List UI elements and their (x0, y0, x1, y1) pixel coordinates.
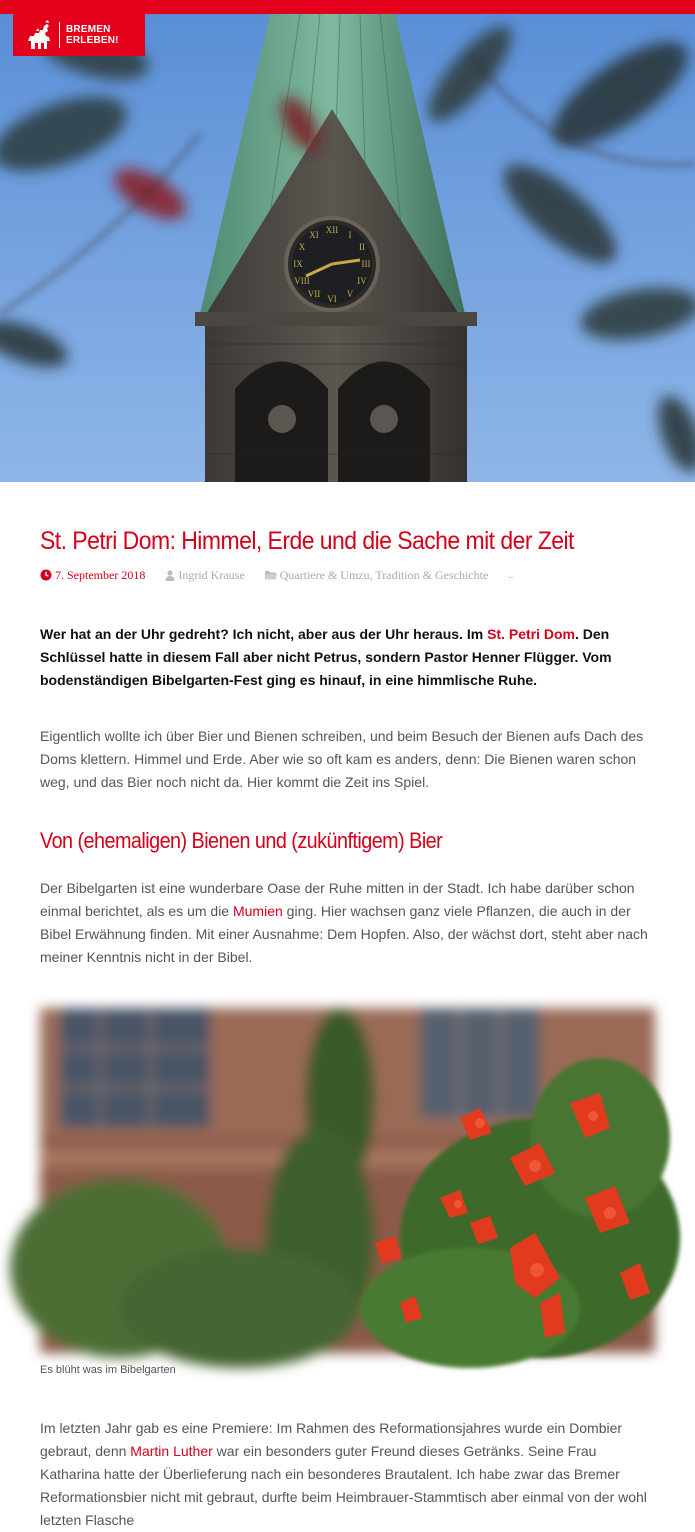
hero-image-cathedral-tower (0, 14, 695, 482)
paragraph-3 (40, 1417, 655, 1532)
svg-text:IV: IV (357, 276, 367, 286)
mumien-link[interactable]: Mumien (232, 903, 283, 919)
paragraph-2-before: Der Bibelgarten ist eine wunderbare Oase der Ruhe mitten in der Stadt. Ich habe darüber schon einmal berichtet, als es um die (40, 880, 635, 919)
bibelgarten-photo (40, 1008, 655, 1353)
st-petri-dom-link[interactable]: St. Petri Dom (487, 626, 575, 642)
svg-text:V: V (346, 289, 354, 299)
figure-caption: Es blüht was im Bibelgarten (40, 1364, 176, 1376)
paragraph-1: Eigentlich wollte ich über Bier und Bienen schreiben, und beim Besuch der Bienen aufs Dach des Doms klettern. Himmel und Erde. Aber wie so oft kam es anders, denn: Die Bienen waren schon weg, und das Bier noch nicht da. Hier kommt die Zeit ins Spiel. (40, 728, 644, 790)
folder-icon (265, 570, 277, 580)
article-categories-text: Quartiere & Umzu, Tradition & Geschichte (279, 567, 489, 582)
meta-more: .. (508, 569, 514, 581)
article-date-text: 7. September 2018 (55, 567, 146, 582)
logo-divider (59, 22, 60, 48)
article-date[interactable] (40, 568, 145, 583)
town-musicians-icon (25, 20, 53, 50)
paragraph-2-after: ging. Hier wachsen ganz viele Pflanzen, die auch in der Bibel Erwähnung finden. Mit einer Ausnahme: Dem Hopfen. Also, der wächst dort, steht aber nach meiner Kenntnis nicht in der Bibel. (40, 903, 648, 965)
lead-text-before: Wer hat an der Uhr gedreht? Ich nicht, aber aus der Uhr heraus. Im (40, 626, 488, 642)
logo-line-2: ERLEBEN! (66, 35, 119, 46)
clock-icon (40, 569, 52, 581)
bremen-erleben-logo[interactable] (13, 14, 145, 56)
svg-text:II: II (359, 242, 365, 252)
article-author[interactable] (165, 568, 244, 583)
svg-text:I: I (348, 230, 352, 240)
paragraph-3-after: war ein besonders guter Freund dieses Getränks. Seine Frau Katharina hatte der Überlieferung nach ein besonderes Brautalent. Ich habe zwar das Bremer Reformationsbier nicht mit gebraut, durfte beim Heimbrauer-Stammtisch aber einmal von der wohl letzten Flasche (40, 1443, 647, 1528)
logo-wordmark (66, 24, 119, 46)
lead-text-after: . Den Schlüssel hatte in diesem Fall aber nicht Petrus, sondern Pastor Henner Flügger. Vom bodenständigen Bibelgarten-Fest ging es hinauf, in eine himmlische Ruhe. (40, 626, 612, 688)
article-categories[interactable] (265, 568, 489, 583)
logo-line-1: BREMEN (66, 24, 111, 35)
svg-text:IX: IX (293, 259, 303, 269)
martin-luther-link[interactable]: Martin Luther (130, 1443, 213, 1459)
svg-text:XI: XI (309, 230, 319, 240)
article-title: St. Petri Dom: Himmel, Erde und die Sache mit der Zeit (40, 527, 574, 555)
svg-text:X: X (298, 242, 306, 252)
article-author-text: Ingrid Krause (178, 567, 245, 582)
svg-text:XII: XII (325, 225, 339, 235)
svg-text:VI: VI (327, 294, 337, 304)
article-lead (40, 623, 655, 692)
svg-text:VII: VII (307, 289, 321, 299)
svg-text:VIII: VIII (294, 276, 310, 286)
section-heading: Von (ehemaligen) Bienen und (zukünftigem) Bier (40, 828, 443, 853)
paragraph-2 (40, 877, 655, 969)
article-meta (40, 567, 655, 583)
paragraph-3-before: Im letzten Jahr gab es eine Premiere: Im Rahmen des Reformationsjahres wurde ein Dombier gebraut, denn (40, 1420, 623, 1459)
top-bar (0, 0, 695, 14)
user-icon (165, 570, 175, 581)
svg-text:III: III (361, 259, 371, 269)
article-content (40, 482, 655, 1532)
